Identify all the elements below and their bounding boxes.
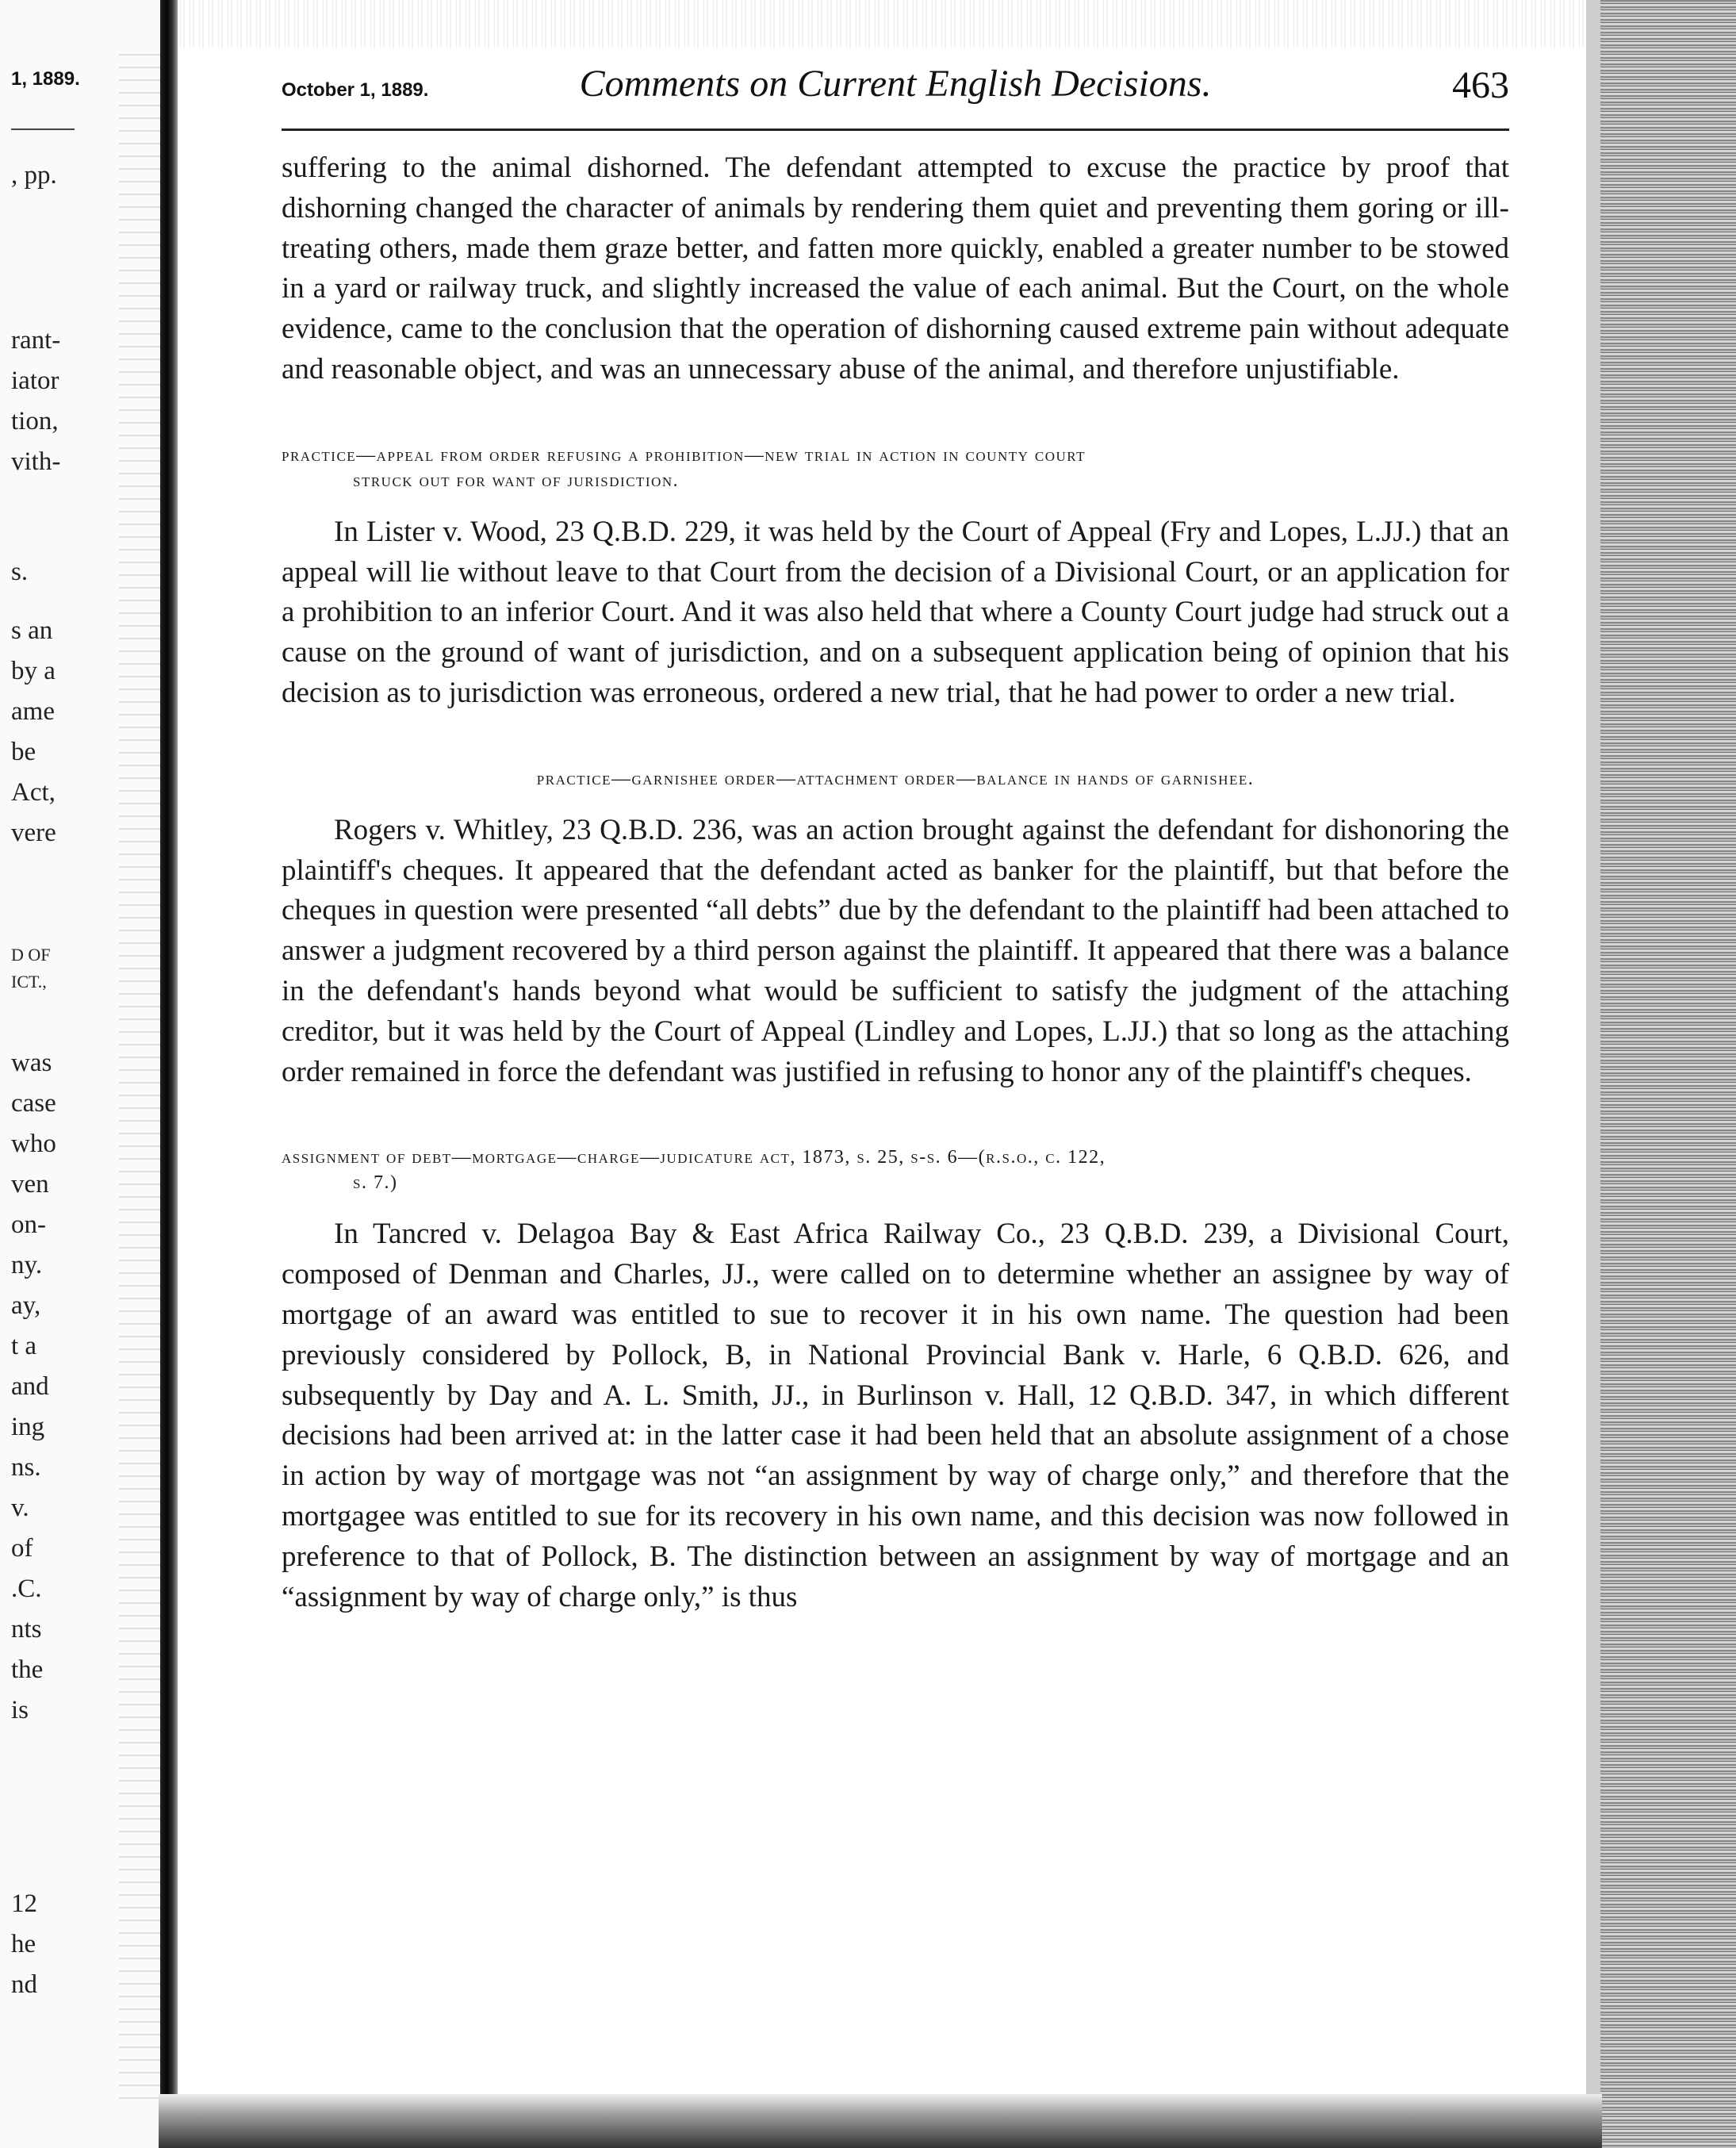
- section-body: In Lister v. Wood, 23 Q.B.D. 229, it was held by the Court of Appeal (Fry and Lopes, L.JJ.) that an appeal will lie without leave to that Court from the decision of a Divisional Court, or an application for a prohibition to an inferior Court. And it was also held that where a County Court judge had struck out a cause on the ground of want of jurisdiction, and on a subsequent application being of opinion that his decision as to jurisdiction was erroneous, ordered a new trial, that he had power to order a new trial.: [282, 515, 1509, 709]
- previous-page-fragment: vith-: [11, 447, 61, 476]
- previous-page-fragment: D OF: [11, 945, 51, 965]
- previous-page-fragment: ns.: [11, 1453, 41, 1482]
- section-heading-line: assignment of debt—mortgage—charge—judicature act, 1873, s. 25, s-s. 6—(r.s.o., c. 122,: [282, 1147, 1106, 1168]
- previous-page-fragment: on-: [11, 1210, 46, 1239]
- previous-page-fragment: 12: [11, 1889, 37, 1918]
- previous-page-fragment: he: [11, 1930, 36, 1958]
- previous-page-fragment: ny.: [11, 1251, 43, 1279]
- page-number: 463: [1452, 64, 1509, 106]
- previous-page-fragment: nts: [11, 1615, 42, 1644]
- previous-page-fragment: be: [11, 738, 36, 766]
- previous-page-fragment: t a: [11, 1332, 37, 1360]
- section-heading-line: practice—garnishee order—attachment order—balance in hands of garnishee.: [536, 768, 1255, 789]
- section-heading: [282, 443, 1509, 493]
- journal-page: [282, 62, 1509, 1617]
- previous-page-fragment: is: [11, 1696, 29, 1724]
- previous-page-fragment: v.: [11, 1494, 29, 1522]
- previous-page-fragment: the: [11, 1655, 44, 1684]
- previous-page-fragment: nd: [11, 1970, 37, 1999]
- scan-noise-top: [0, 0, 1736, 48]
- previous-page-fragment: and: [11, 1372, 49, 1401]
- previous-page-fragment: .C.: [11, 1575, 42, 1603]
- section-body: Rogers v. Whitley, 23 Q.B.D. 236, was an action brought against the defendant for dishonoring the plaintiff's cheques. It appeared that the defendant acted as banker for the plaintiff, but that before the cheques in question were presented “all debts” due by the defendant to the plaintiff had been attached to answer a judgment recovered by a third person against the plaintiff. It appeared that there was a balance in the defendant's hands beyond what would be sufficient to satisfy the judgment of the attaching creditor, but it was held by the Court of Appeal (Lindley and Lopes, L.JJ.) that so long as the attaching order remained in force the defendant was justified in refusing to honor any of the plaintiff's cheques.: [282, 813, 1509, 1088]
- page-title: Comments on Current English Decisions.: [579, 63, 1212, 105]
- previous-page-fragment: vere: [11, 819, 56, 847]
- previous-page-header: 1, 1889.: [11, 68, 80, 90]
- previous-page-fragment: rant-: [11, 326, 61, 355]
- previous-page-fragment: s an: [11, 616, 53, 645]
- previous-page-fragment: ICT.,: [11, 972, 47, 992]
- previous-page-fragment: ing: [11, 1413, 45, 1441]
- previous-page-fragment: who: [11, 1130, 56, 1158]
- previous-page-fragment: case: [11, 1089, 56, 1118]
- page-bottom-edge: [159, 2094, 1602, 2148]
- header-rule: [282, 128, 1509, 131]
- previous-page-fragment: tion,: [11, 407, 59, 435]
- section-heading: [282, 1145, 1509, 1195]
- previous-page-fragment: iator: [11, 366, 59, 395]
- section-heading: [282, 766, 1509, 792]
- book-spine: [160, 0, 178, 2148]
- section-heading-line: struck out for want of jurisdiction.: [353, 470, 680, 491]
- previous-page-fragment: ven: [11, 1170, 49, 1199]
- running-head: [282, 62, 1509, 121]
- page-edge-highlight: [1586, 0, 1600, 2148]
- previous-page-fragment: Act,: [11, 778, 56, 807]
- issue-date: October 1, 1889.: [282, 79, 429, 101]
- previous-page-fragment: ame: [11, 697, 55, 726]
- section-heading-line: s. 7.): [353, 1172, 398, 1194]
- previous-page-fragment: , pp.: [11, 161, 57, 190]
- section-heading-line: practice—appeal from order refusing a prohibition—new trial in action in county court: [282, 444, 1086, 466]
- previous-page-fragment: of: [11, 1534, 33, 1563]
- previous-page-rule: [11, 128, 75, 130]
- page-stack-edge: [1586, 0, 1736, 2148]
- section-body: In Tancred v. Delagoa Bay & East Africa Railway Co., 23 Q.B.D. 239, a Divisional Court, composed of Denman and Charles, JJ., were called on to determine whether an assignee by way of mortgage of an award was entitled to sue to recover it in his own name. The question had been previously considered by Pollock, B, in National Provincial Bank v. Harle, 6 Q.B.D. 626, and subsequently by Day and A. L. Smith, JJ., in Burlinson v. Hall, 12 Q.B.D. 347, in which different decisions had been arrived at: in the latter case it had been held that an absolute assignment of a chose in action by way of mortgage was not “an assignment by way of charge only,” and therefore that the mortgagee was entitled to sue for its recovery in his own name, and this decision was now followed in preference to that of Pollock, B. The distinction between an assignment by way of mortgage and an “assignment by way of charge only,” is thus: [282, 1218, 1509, 1613]
- previous-page-fragment: ay,: [11, 1291, 41, 1320]
- previous-page-fragment: was: [11, 1049, 52, 1077]
- intro-paragraph: suffering to the animal dishorned. The defendant attempted to excuse the practice by proof that dishorning changed the character of animals by rendering them quiet and preventing them goring or ill-treating others, made them graze better, and fatten more quickly, enabled a greater number to be stowed in a yard or railway truck, and slightly increased the value of each animal. But the Court, on the whole evidence, came to the conclusion that the operation of dishorning caused extreme pain without adequate and reasonable object, and was an unnecessary abuse of the animal, and therefore unjustifiable.: [282, 152, 1509, 385]
- previous-page-fragment: s.: [11, 558, 29, 586]
- previous-page-fragment: by a: [11, 657, 56, 685]
